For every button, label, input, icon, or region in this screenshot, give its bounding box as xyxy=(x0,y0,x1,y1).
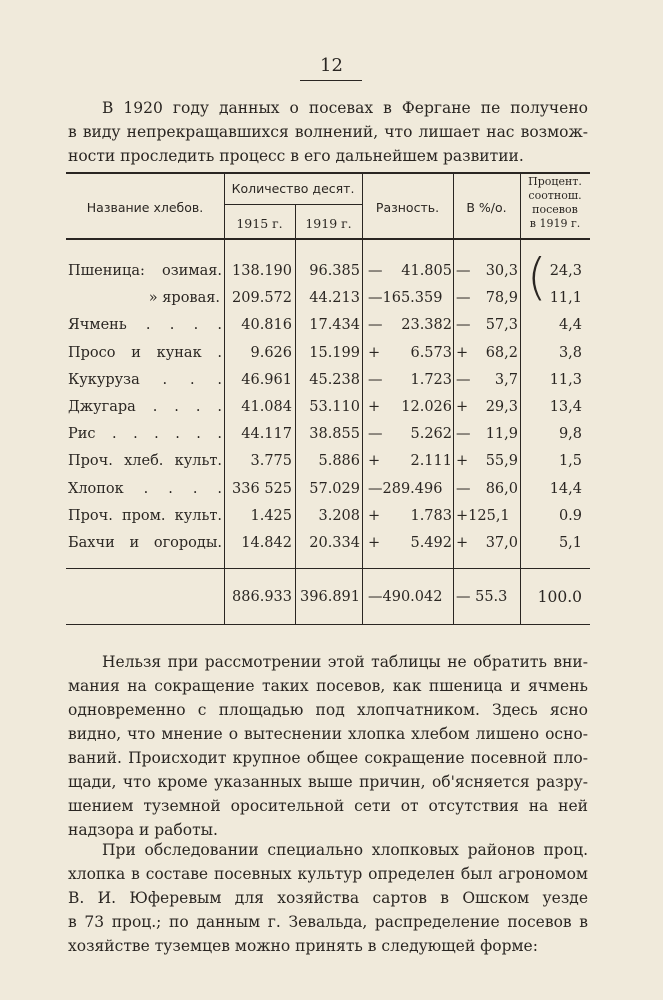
table-cell-v1919: 38.855 xyxy=(309,426,360,443)
table-cell-name: Проч. хлеб. культ. xyxy=(68,453,222,470)
total-diff: —490.042 xyxy=(368,589,443,605)
qty-subheader-rule xyxy=(224,204,362,205)
page-number: 12 xyxy=(320,55,343,76)
table-cell-v1915: 41.084 xyxy=(241,399,292,415)
table-cell-ratio: 1,5 xyxy=(558,453,582,470)
table-cell-name: Хлопок . . . . xyxy=(68,480,222,497)
table-cell-ratio: 13,4 xyxy=(549,399,582,415)
table-cell-pct: + 68,2 xyxy=(456,344,518,361)
text-line: Нельзя при рассмотрении этой таблицы не обратить вни- xyxy=(102,653,588,671)
table-cell-pct: +125,1 xyxy=(456,507,510,524)
table-cell-pct: — 3,7 xyxy=(456,371,518,388)
table-header-rule xyxy=(66,238,590,240)
table-cell-pct: + 37,0 xyxy=(456,535,518,551)
table-cell-v1915: 336 525 xyxy=(232,480,292,497)
crop-table xyxy=(66,172,590,632)
header-ratio-line: посевов xyxy=(532,203,578,216)
paragraph-intro xyxy=(68,96,588,168)
header-ratio-line: Процент. xyxy=(528,175,582,188)
table-cell-v1919: 44.213 xyxy=(309,290,360,307)
table-cell-name: Кукуруза . . . xyxy=(68,371,222,388)
table-cell-pct: — 78,9 xyxy=(456,290,518,307)
col-divider-name xyxy=(224,172,225,624)
brace-wheat: ( xyxy=(527,248,547,306)
table-cell-pct: + 55,9 xyxy=(456,453,518,470)
header-name: Название хлебов. xyxy=(86,200,204,215)
table-cell-diff: — 5.262 xyxy=(368,426,452,443)
table-cell-diff: + 5.492 xyxy=(368,535,452,551)
table-cell-pct: — 86,0 xyxy=(456,480,518,497)
table-cell-v1919: 57.029 xyxy=(309,480,360,497)
text-line: видно, что мнение о вытеснении хлопка хлебом лишено осно- xyxy=(68,725,588,743)
text-line: в 73 проц.; по данным г. Зевальда, распределение посевов в xyxy=(68,913,588,931)
table-cell-v1919: 53.110 xyxy=(309,399,360,415)
text-line: мания на сокращение таких посевов, как пшеница и ячмень xyxy=(68,677,588,695)
paragraph-analysis xyxy=(68,650,588,842)
text-line: шением туземной оросительной сети от отсутствия на ней xyxy=(68,797,588,815)
table-cell-v1919: 96.385 xyxy=(309,263,360,279)
table-cell-v1919: 15.199 xyxy=(309,344,360,361)
table-bottom-rule xyxy=(66,624,590,625)
table-cell-pct: — 11,9 xyxy=(456,426,518,443)
text-line: одновременно с площадью под хлопчатником. Здесь ясно xyxy=(68,701,588,719)
table-cell-v1919: 45.238 xyxy=(309,371,360,388)
header-diff: Разность. xyxy=(375,200,440,215)
table-cell-v1919: 17.434 xyxy=(309,317,360,334)
table-cell-v1915: 40.816 xyxy=(241,317,292,334)
total-1919: 396.891 xyxy=(300,589,360,605)
col-divider-1919 xyxy=(362,172,363,624)
header-ratio xyxy=(520,175,590,231)
table-cell-v1915: 44.117 xyxy=(241,426,292,443)
table-cell-v1915: 3.775 xyxy=(250,453,292,470)
text-line: ности проследить процесс в его дальнейшем развитии. xyxy=(68,147,524,165)
text-line: щади, что кроме указанных выше причин, об'ясняется разру- xyxy=(68,773,588,791)
table-cell-diff: + 1.783 xyxy=(368,507,452,524)
total-pct: — 55.3 xyxy=(456,589,508,605)
table-cell-ratio: 4,4 xyxy=(558,317,582,334)
page-number-rule xyxy=(300,80,362,81)
table-cell-v1915: 1.425 xyxy=(250,507,292,524)
table-cell-ratio: 9,8 xyxy=(558,426,582,443)
text-line: В. И. Юферевым для хозяйства сартов в Ошском уезде xyxy=(68,889,588,907)
paragraph-survey xyxy=(68,838,588,958)
table-cell-diff: — 1.723 xyxy=(368,371,452,388)
table-cell-v1915: 9.626 xyxy=(250,344,292,361)
table-cell-v1919: 20.334 xyxy=(309,535,360,551)
col-divider-diff xyxy=(453,172,454,624)
text-line: При обследовании специально хлопковых районов проц. xyxy=(102,841,588,859)
table-cell-name: » яровая. xyxy=(148,290,220,307)
table-cell-name: Ячмень . . . . xyxy=(68,317,222,334)
table-cell-v1915: 209.572 xyxy=(232,290,292,307)
table-cell-v1915: 14.842 xyxy=(241,535,292,551)
header-1919: 1919 г. xyxy=(305,216,352,231)
total-ratio: 100.0 xyxy=(537,588,582,606)
table-cell-ratio: 3,8 xyxy=(558,344,582,361)
table-cell-diff: — 41.805 xyxy=(368,263,452,279)
table-cell-diff: + 6.573 xyxy=(368,344,452,361)
text-line: В 1920 году данных о посевах в Фергане пе получено xyxy=(102,99,588,117)
table-cell-pct: — 57,3 xyxy=(456,317,518,334)
table-cell-diff: —165.359 xyxy=(368,290,443,307)
table-cell-name: Проч. пром. культ. xyxy=(68,507,222,524)
text-line: ваний. Происходит крупное общее сокращение посевной пло- xyxy=(68,749,588,767)
text-line: надзора и работы. xyxy=(68,821,218,839)
table-cell-v1919: 5.886 xyxy=(318,453,360,470)
table-cell-name: Бахчи и огороды. xyxy=(68,535,222,551)
header-ratio-line: соотнош. xyxy=(528,189,582,202)
table-cell-ratio: 0.9 xyxy=(558,507,582,524)
total-1915: 886.933 xyxy=(232,589,292,605)
table-cell-name: Джугара . . . . xyxy=(68,399,222,415)
table-cell-diff: + 2.111 xyxy=(368,453,452,470)
header-pct: В %/о. xyxy=(466,200,507,215)
header-ratio-line: в 1919 г. xyxy=(529,217,581,230)
text-line: в виду непрекращавшихся волнений, что лишает нас возмож- xyxy=(68,123,588,141)
table-cell-name: Рис . . . . . . xyxy=(68,426,222,443)
table-cell-ratio: 11,3 xyxy=(549,371,582,388)
table-cell-v1915: 46.961 xyxy=(241,371,292,388)
table-cell-ratio: 14,4 xyxy=(549,480,582,497)
header-1915: 1915 г. xyxy=(236,216,283,231)
table-top-rule xyxy=(66,172,590,174)
table-cell-diff: + 12.026 xyxy=(368,399,452,415)
table-totals-rule xyxy=(66,568,590,569)
table-cell-name: Просо и кунак . xyxy=(68,344,222,361)
table-cell-v1919: 3.208 xyxy=(318,507,360,524)
table-cell-ratio: 11,1 xyxy=(549,290,582,307)
table-cell-ratio: 5,1 xyxy=(558,535,582,551)
table-cell-v1915: 138.190 xyxy=(232,263,292,279)
table-cell-diff: —289.496 xyxy=(368,480,443,497)
table-cell-diff: — 23.382 xyxy=(368,317,452,334)
table-cell-ratio: 24,3 xyxy=(549,263,582,279)
text-line: хлопка в составе посевных культур определен был агрономом xyxy=(68,865,588,883)
header-qty: Количество десят. xyxy=(231,181,355,196)
text-line: хозяйстве туземцев можно принять в следующей форме: xyxy=(68,937,538,955)
table-cell-name: Пшеница: озимая. xyxy=(68,263,222,279)
table-cell-pct: — 30,3 xyxy=(456,263,518,279)
table-cell-pct: + 29,3 xyxy=(456,399,518,415)
